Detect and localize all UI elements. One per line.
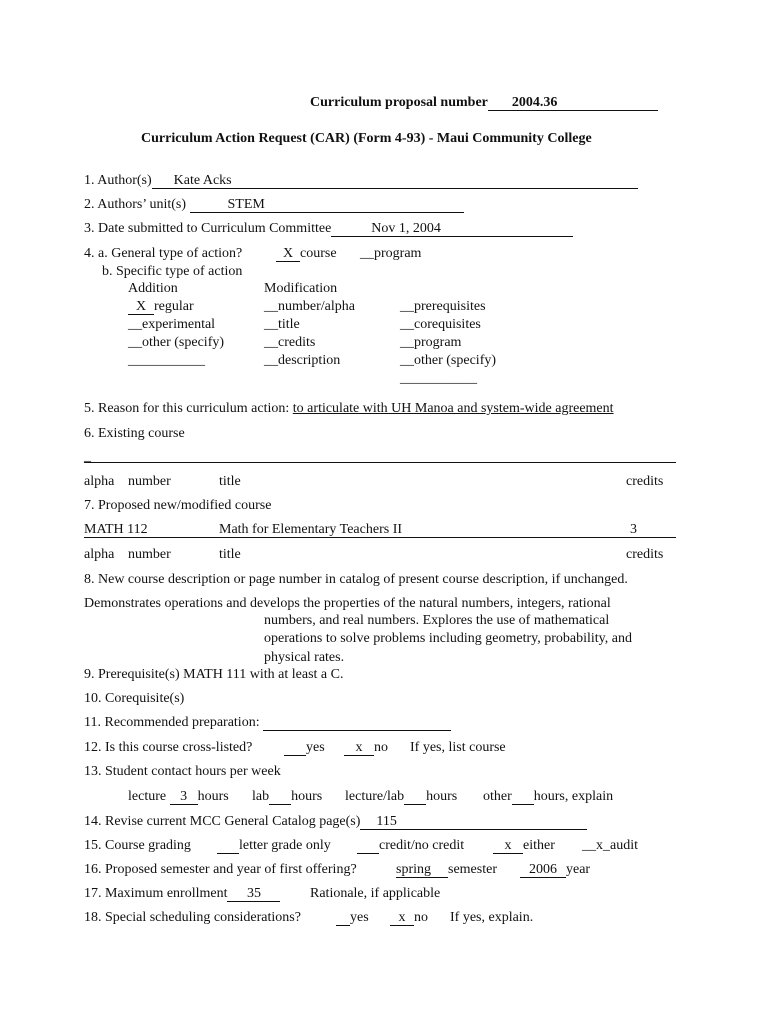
- lecture-lab-hours-label: hours: [426, 789, 458, 804]
- cross-listed-yes-label: yes: [306, 740, 325, 755]
- lecture-value: 3: [170, 789, 198, 805]
- proposed-course-line: [84, 537, 676, 538]
- cross-listed-label: 12. Is this course cross-listed?: [84, 740, 253, 755]
- audit-option: __x_audit: [582, 838, 638, 853]
- program-option: __program: [360, 246, 422, 261]
- proposed-title: Math for Elementary Teachers II: [219, 522, 403, 537]
- special-scheduling-yes-blank: [336, 910, 350, 926]
- lab-label: lab: [252, 789, 270, 804]
- special-scheduling-label: 18. Special scheduling considerations?: [84, 910, 301, 925]
- description-line-1: Demonstrates operations and develops the properties of the natural numbers, integers, rational: [84, 596, 611, 611]
- course-mark: X: [276, 246, 300, 262]
- existing-course-label: 6. Existing course: [84, 426, 185, 441]
- prerequisite-line: 9. Prerequisite(s) MATH 111 with at least a C.: [84, 667, 344, 682]
- year-value: 2006: [520, 862, 566, 878]
- cross-listed-no: [344, 740, 388, 756]
- catalog-page-value: 115: [360, 814, 587, 830]
- other-specify-modification: __other (specify): [400, 353, 497, 368]
- semester-value: spring: [396, 862, 448, 878]
- lab-hours: [252, 789, 322, 805]
- existing-course-line: [84, 462, 676, 463]
- other-hours-label: hours, explain: [533, 789, 614, 804]
- either-option: [493, 838, 555, 854]
- corequisite-line: 10. Corequisite(s): [84, 691, 185, 706]
- reason-label: 5. Reason for this curriculum action:: [84, 401, 290, 416]
- credit-no-credit-option: [357, 838, 464, 854]
- lab-hours-label: hours: [291, 789, 323, 804]
- col-credits-2: credits: [626, 547, 664, 562]
- col-alpha: alpha: [84, 474, 115, 489]
- addition-blank: ___________: [128, 353, 205, 368]
- proposed-alpha-number: MATH 112: [84, 522, 148, 537]
- recommended-prep-label: 11. Recommended preparation:: [84, 715, 260, 730]
- credit-no-credit-blank: [357, 838, 379, 854]
- col-title: title: [219, 474, 241, 489]
- special-scheduling-no-mark: x: [390, 910, 414, 926]
- col-number-2: number: [128, 547, 171, 562]
- cross-listed-no-mark: x: [344, 740, 374, 756]
- col-number: number: [128, 474, 171, 489]
- general-action-label: 4. a. General type of action?: [84, 246, 243, 261]
- specific-action-label: b. Specific type of action: [102, 264, 243, 279]
- description-line-3: operations to solve problems including geometry, probability, and: [264, 631, 632, 646]
- lecture-lab-blank: [404, 789, 426, 805]
- other-hours: [483, 789, 613, 805]
- special-scheduling-yes: [336, 910, 369, 926]
- first-offering-year: [520, 862, 590, 878]
- first-offering-label: 16. Proposed semester and year of first offering?: [84, 862, 357, 877]
- experimental-option: __experimental: [128, 317, 216, 332]
- proposal-number-label: Curriculum proposal number: [310, 95, 488, 110]
- proposed-course-label: 7. Proposed new/modified course: [84, 498, 272, 513]
- description-label: 8. New course description or page number in catalog of present course description, if unchanged.: [84, 572, 628, 587]
- corequisites-option: __corequisites: [400, 317, 481, 332]
- col-title-2: title: [219, 547, 241, 562]
- recommended-prep-row: [84, 715, 451, 731]
- lecture-lab-hours: [345, 789, 457, 805]
- prerequisites-option: __prerequisites: [400, 299, 486, 314]
- lecture-hours: [128, 789, 229, 805]
- proposal-number-value: 2004.36: [488, 95, 658, 111]
- lecture-label: lecture: [128, 789, 167, 804]
- author-value: Kate Acks: [152, 173, 638, 189]
- max-enrollment-row: [84, 886, 280, 902]
- course-option-label: course: [300, 246, 337, 261]
- cross-listed-yes: [284, 740, 325, 756]
- reason-value: to articulate with UH Manoa and system-wide agreement: [292, 401, 614, 416]
- lab-blank: [269, 789, 291, 805]
- cross-listed-no-label: no: [374, 740, 388, 755]
- either-mark: x: [493, 838, 523, 854]
- course-grading-label: 15. Course grading: [84, 838, 191, 853]
- max-enrollment-value: 35: [227, 886, 280, 902]
- credits-option: __credits: [264, 335, 316, 350]
- date-submitted-value: Nov 1, 2004: [331, 221, 573, 237]
- credit-no-credit-label: credit/no credit: [379, 838, 465, 853]
- regular-mark: X: [128, 299, 154, 315]
- other-label: other: [483, 789, 512, 804]
- existing-course-dash: _: [84, 449, 91, 464]
- addition-heading: Addition: [128, 281, 178, 296]
- letter-grade-option: [217, 838, 331, 854]
- program-modification-option: __program: [400, 335, 462, 350]
- modification-heading: Modification: [264, 281, 338, 296]
- lecture-lab-label: lecture/lab: [345, 789, 405, 804]
- letter-grade-label: letter grade only: [239, 838, 331, 853]
- date-submitted-label: 3. Date submitted to Curriculum Committee: [84, 221, 332, 236]
- special-scheduling-no: [390, 910, 428, 926]
- special-scheduling-no-label: no: [414, 910, 428, 925]
- proposal-number-line: [310, 95, 658, 111]
- rationale-label: Rationale, if applicable: [310, 886, 441, 901]
- modification-blank: ___________: [400, 371, 477, 386]
- other-blank: [512, 789, 534, 805]
- special-scheduling-yes-label: yes: [350, 910, 369, 925]
- contact-hours-label: 13. Student contact hours per week: [84, 764, 281, 779]
- regular-label: regular: [154, 299, 194, 314]
- title-option: __title: [264, 317, 300, 332]
- authors-unit-row: [84, 197, 464, 213]
- authors-unit-label: 2. Authors’ unit(s): [84, 197, 187, 212]
- either-label: either: [523, 838, 555, 853]
- col-credits: credits: [626, 474, 664, 489]
- letter-grade-blank: [217, 838, 239, 854]
- authors-unit-value: STEM: [190, 197, 464, 213]
- first-offering-semester: [396, 862, 497, 878]
- regular-option: [128, 299, 194, 315]
- cross-listed-yes-blank: [284, 740, 306, 756]
- lecture-hours-label: hours: [197, 789, 229, 804]
- number-alpha-option: __number/alpha: [264, 299, 355, 314]
- description-line-4: physical rates.: [264, 650, 345, 665]
- description-line-2: numbers, and real numbers. Explores the use of mathematical: [264, 613, 610, 628]
- form-title: Curriculum Action Request (CAR) (Form 4-93) - Maui Community College: [141, 131, 592, 146]
- author-label: 1. Author(s): [84, 173, 152, 188]
- catalog-page-label: 14. Revise current MCC General Catalog page(s): [84, 814, 361, 829]
- catalog-page-row: [84, 814, 587, 830]
- max-enrollment-label: 17. Maximum enrollment: [84, 886, 228, 901]
- recommended-prep-blank: [263, 715, 451, 731]
- course-option: [276, 246, 337, 262]
- cross-listed-tail: If yes, list course: [410, 740, 506, 755]
- date-submitted-row: [84, 221, 573, 237]
- reason-row: [84, 401, 614, 417]
- other-specify-addition: __other (specify): [128, 335, 225, 350]
- description-option: __description: [264, 353, 341, 368]
- author-row: [84, 173, 638, 189]
- semester-label: semester: [448, 862, 497, 877]
- special-scheduling-tail: If yes, explain.: [450, 910, 534, 925]
- col-alpha-2: alpha: [84, 547, 115, 562]
- year-label: year: [566, 862, 591, 877]
- proposed-credits: 3: [630, 522, 637, 537]
